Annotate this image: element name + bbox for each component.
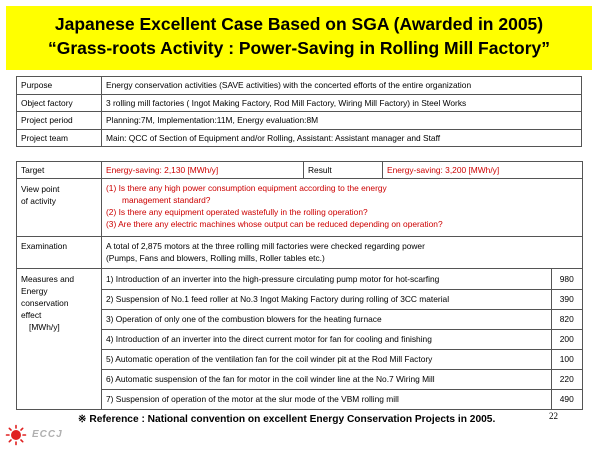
measure-text: 3) Operation of only one of the combustion blowers for the heating furnace	[102, 309, 551, 329]
measures-label-cell	[17, 269, 102, 410]
overview-value: Main: QCC of Section of Equipment and/or Rolling, Assistant: Assistant manager and Staff	[102, 129, 582, 147]
overview-label: Project team	[17, 129, 102, 147]
measure-value: 980	[551, 269, 582, 289]
measure-text: 5) Automatic operation of the ventilation fan for the coil winder pit at the Rod Mill Factory	[102, 349, 551, 369]
measure-text: 4) Introduction of an inverter into the direct current motor for fan for cooling and finishing	[102, 329, 551, 349]
viewpoint-item: (3) Are there any electric machines whose output can be reduced depending on operation?	[106, 219, 443, 229]
table-row	[17, 129, 582, 147]
measure-value: 220	[551, 369, 582, 389]
overview-label: Object factory	[17, 94, 102, 112]
target-row	[17, 162, 583, 179]
table-row	[102, 309, 582, 329]
examination-line: A total of 2,875 motors at the three rolling mill factories were checked regarding power	[106, 241, 425, 251]
viewpoint-list	[102, 179, 583, 237]
measures-label-line: conservation	[21, 298, 69, 308]
title-line-2: “Grass-roots Activity : Power-Saving in Rolling Mill Factory”	[47, 38, 551, 58]
measure-text: 6) Automatic suspension of the fan for motor in the coil winder line at the No.7 Wiring Mill	[102, 369, 551, 389]
target-value: Energy-saving: 2,130 [MWh/y]	[102, 162, 304, 179]
measures-list-cell	[102, 269, 583, 410]
table-row	[102, 329, 582, 349]
title-line-1: Japanese Excellent Case Based on SGA (Awarded in 2005)	[54, 14, 544, 34]
table-row	[102, 289, 582, 309]
table-row	[17, 77, 582, 95]
title-banner	[6, 6, 592, 70]
overview-label: Purpose	[17, 77, 102, 95]
examination-label: Examination	[17, 237, 102, 269]
measure-value: 100	[551, 349, 582, 369]
measure-value: 390	[551, 289, 582, 309]
measure-value: 200	[551, 329, 582, 349]
table-row	[102, 349, 582, 369]
viewpoint-item: management standard?	[122, 195, 211, 205]
examination-row	[17, 237, 583, 269]
result-label: Result	[304, 162, 383, 179]
table-row	[17, 94, 582, 112]
overview-value: Planning:7M, Implementation:11M, Energy evaluation:8M	[102, 112, 582, 130]
examination-line: (Pumps, Fans and blowers, Rolling mills, Roller tables etc.)	[106, 253, 325, 263]
measure-value: 490	[551, 389, 582, 409]
overview-value: 3 rolling mill factories ( Ingot Making Factory, Rod Mill Factory, Wiring Mill Factory) in Steel Works	[102, 94, 582, 112]
table-row	[102, 269, 582, 289]
viewpoint-item: (2) Is there any equipment operated wastefully in the rolling operation?	[106, 207, 368, 217]
measures-row	[17, 269, 583, 410]
measures-label-line: [MWh/y]	[29, 322, 60, 332]
overview-table	[16, 76, 582, 147]
sun-logo-icon	[4, 424, 30, 446]
table-row	[17, 112, 582, 130]
reference-note: ※ Reference : National convention on excellent Energy Conservation Projects in 2005.	[78, 414, 496, 425]
viewpoint-label-cell	[17, 179, 102, 237]
overview-value: Energy conservation activities (SAVE activities) with the concerted efforts of the entire organization	[102, 77, 582, 95]
measures-label-line: Energy	[21, 286, 48, 296]
overview-label: Project period	[17, 112, 102, 130]
viewpoint-row	[17, 179, 583, 237]
result-value: Energy-saving: 3,200 [MWh/y]	[383, 162, 583, 179]
target-label: Target	[17, 162, 102, 179]
measures-label-line: effect	[21, 310, 42, 320]
viewpoint-item: (1) Is there any high power consumption equipment according to the energy	[106, 183, 387, 193]
measure-text: 1) Introduction of an inverter into the high-pressure circulating pump motor for hot-scarfing	[102, 269, 551, 289]
page-number: 22	[549, 411, 558, 421]
viewpoint-label-line: View point	[21, 184, 60, 194]
examination-text	[102, 237, 583, 269]
viewpoint-label-line: of activity	[21, 196, 56, 206]
measures-label-line: Measures and	[21, 274, 75, 284]
measure-value: 820	[551, 309, 582, 329]
measure-text: 2) Suspension of No.1 feed roller at No.3 Ingot Making Factory during rolling of 3CC material	[102, 289, 551, 309]
measure-text: 7) Suspension of operation of the motor at the slur mode of the VBM rolling mill	[102, 389, 551, 409]
table-row	[102, 389, 582, 409]
table-row	[102, 369, 582, 389]
eccj-logo	[4, 424, 68, 446]
measures-table	[102, 269, 582, 409]
logo-text: ECCJ	[32, 429, 63, 440]
details-table	[16, 161, 583, 410]
